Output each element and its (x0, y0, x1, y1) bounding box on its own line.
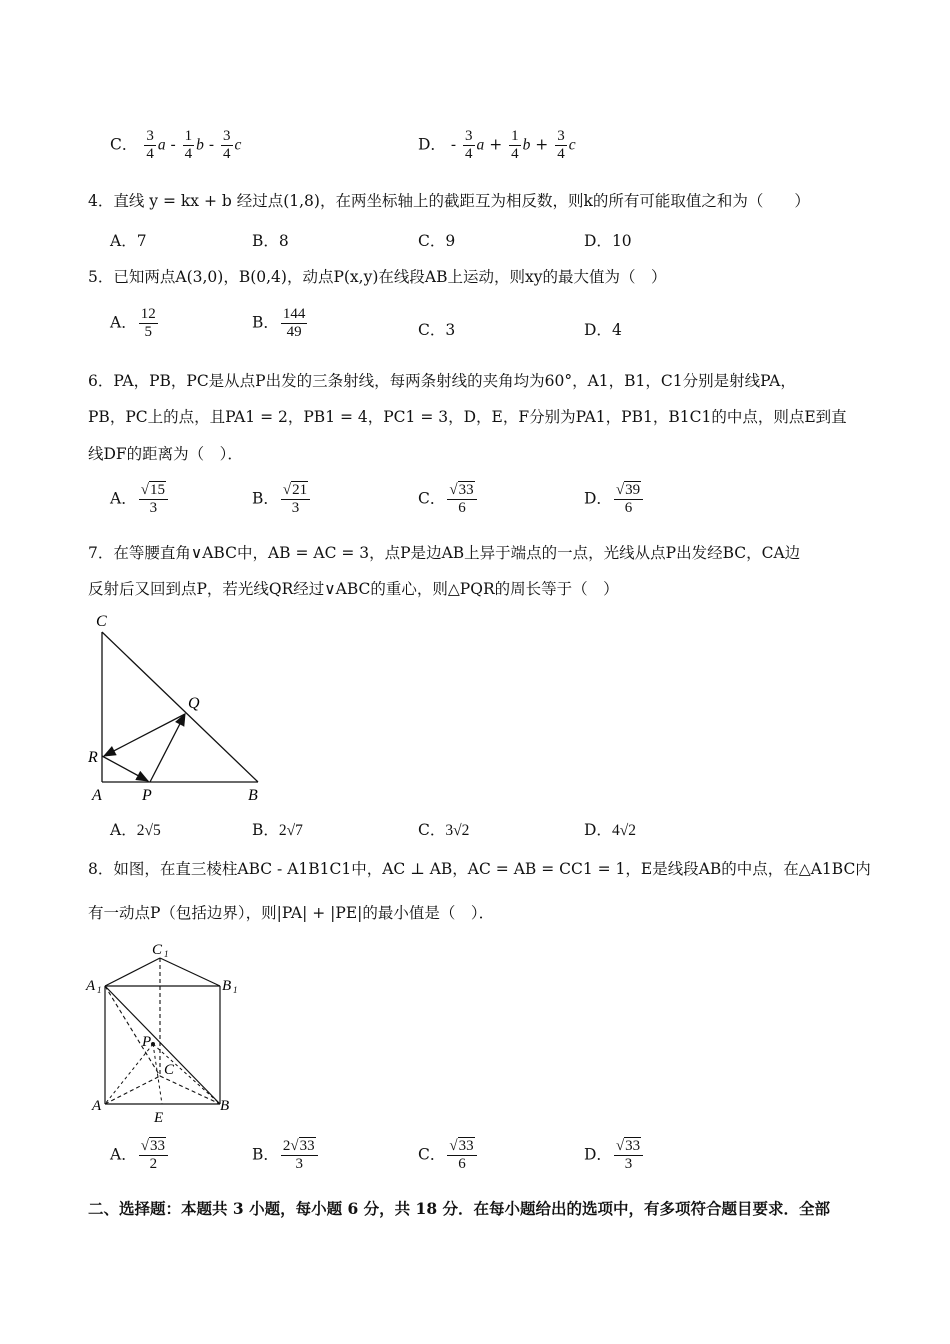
q7-option-a: A．2√5 (110, 821, 161, 839)
q7-option-c: C．3√2 (418, 821, 470, 839)
label-a: A (92, 1098, 102, 1114)
question-text: PB，PC上的点，且PA1 = 2，PB1 = 4，PC1 = 3，D，E，F分别为PA1，PB1，B1C1的中点，则点E到直 (88, 408, 847, 426)
ray-rp (102, 756, 148, 781)
q8-stem-line2 (88, 902, 494, 924)
q6-option-d: D． $\frac{√39}{6}$ (584, 482, 645, 517)
svg-text:1: 1 (97, 985, 102, 995)
ray-pq (150, 714, 185, 782)
question-number: 6． (88, 372, 114, 390)
label-c: C (96, 613, 107, 630)
question-text: PA，PB，PC是从点P出发的三条射线，每两条射线的夹角均为60°，A1，B1，C1分别是射线PA， (113, 372, 796, 390)
question-text: 直线 y = kx + b 经过点(1,8)，在两坐标轴上的截距互为相反数，则k的所有可能取值之和为（ ） (113, 192, 810, 210)
q6-stem-line2 (88, 406, 847, 428)
q6-option-a: A． $\frac{√15}{3}$ (110, 482, 170, 517)
q3-option-d: D． - $\frac{3}{4}$ a + $\frac{1}{4}$ b + $\frac{3}{4}$ c (418, 128, 576, 162)
q8-option-d: D． $\frac{√33}{3}$ (584, 1138, 645, 1173)
question-number: 7． (88, 544, 114, 562)
question-text: 已知两点A(3,0)，B(0,4)，动点P(x,y)在线段AB上运动，则xy的最大值为（ ） (113, 268, 667, 286)
label-a: A (92, 787, 102, 804)
ray-qr (104, 714, 185, 756)
question-number: 4． (88, 192, 114, 210)
label-p: P (142, 1034, 152, 1050)
q8-option-a: A． $\frac{√33}{2}$ (110, 1138, 170, 1173)
label-a1: A (86, 978, 96, 994)
q7-stem-line1 (88, 542, 800, 564)
q5-option-a: A． $\frac{12}{5}$ (110, 306, 156, 340)
label-p: P (142, 787, 152, 804)
q6-stem-line3 (88, 443, 243, 465)
q4-option-c: C．9 (418, 232, 456, 250)
q5-option-b: B． $\frac{144}{49}$ (252, 306, 306, 340)
edge-cb (102, 632, 258, 782)
section-2-heading: 二、选择题：本题共 3 小题，每小题 6 分，共 18 分．在每小题给出的选项中，有多项符合题目要求．全部 (88, 1199, 831, 1218)
q3-option-c: C． $\frac{3}{4}$ a - $\frac{1}{4}$ b - $\frac{3}{4}$ c (110, 128, 242, 162)
question-text: 在等腰直角∨ABC中，AB = AC = 3，点P是边AB上异于端点的一点，光线从点P出发经BC，CA边 (113, 544, 801, 562)
question-number: 5． (88, 268, 114, 286)
q4-option-b: B．8 (252, 232, 289, 250)
q5-option-d: D．4 (584, 321, 622, 339)
q7-option-b: B．2√7 (252, 821, 303, 839)
svg-text:1: 1 (233, 985, 238, 995)
question-number: 8． (88, 860, 114, 878)
label-b: B (248, 787, 258, 804)
question-text: 反射后又回到点P，若光线QR经过∨ABC的重心，则△PQR的周长等于（ ） (88, 580, 619, 598)
q7-triangle-figure (80, 610, 280, 810)
option-letter: C． (110, 135, 138, 154)
question-text: 有一动点P（包括边界），则|PA| + |PE|的最小值是（ ）． (88, 904, 495, 922)
q6-option-c: C． $\frac{√33}{6}$ (418, 482, 479, 517)
label-c: C (164, 1062, 175, 1078)
q5-stem (88, 266, 666, 288)
q8-option-c: C． $\frac{√33}{6}$ (418, 1138, 479, 1173)
q5-option-c: C．3 (418, 321, 456, 339)
label-c1: C (152, 942, 163, 958)
q4-option-a: A．7 (110, 232, 147, 250)
label-q: Q (188, 695, 200, 712)
option-letter: D． (418, 135, 446, 154)
label-b1: B (222, 978, 232, 994)
q8-option-b: B． $\frac{2√33}{3}$ (252, 1138, 320, 1173)
q7-stem-line2 (88, 578, 619, 600)
label-b: B (220, 1098, 230, 1114)
q8-stem-line1 (88, 858, 871, 880)
q6-stem-line1 (88, 370, 796, 392)
q4-stem (88, 190, 810, 212)
question-text: 线DF的距离为（ ）． (88, 445, 243, 463)
svg-text:1: 1 (164, 949, 169, 959)
question-text: 如图，在直三棱柱ABC - A1B1C1中，AC ⊥ AB，AC = AB = CC1 = 1，E是线段AB的中点，在△A1BC内 (113, 860, 871, 878)
q4-option-d: D．10 (584, 232, 632, 250)
q8-prism-figure (80, 938, 250, 1128)
label-r: R (88, 749, 98, 766)
q6-option-b: B． $\frac{√21}{3}$ (252, 482, 312, 517)
label-e: E (154, 1110, 164, 1126)
q7-option-d: D．4√2 (584, 821, 636, 839)
